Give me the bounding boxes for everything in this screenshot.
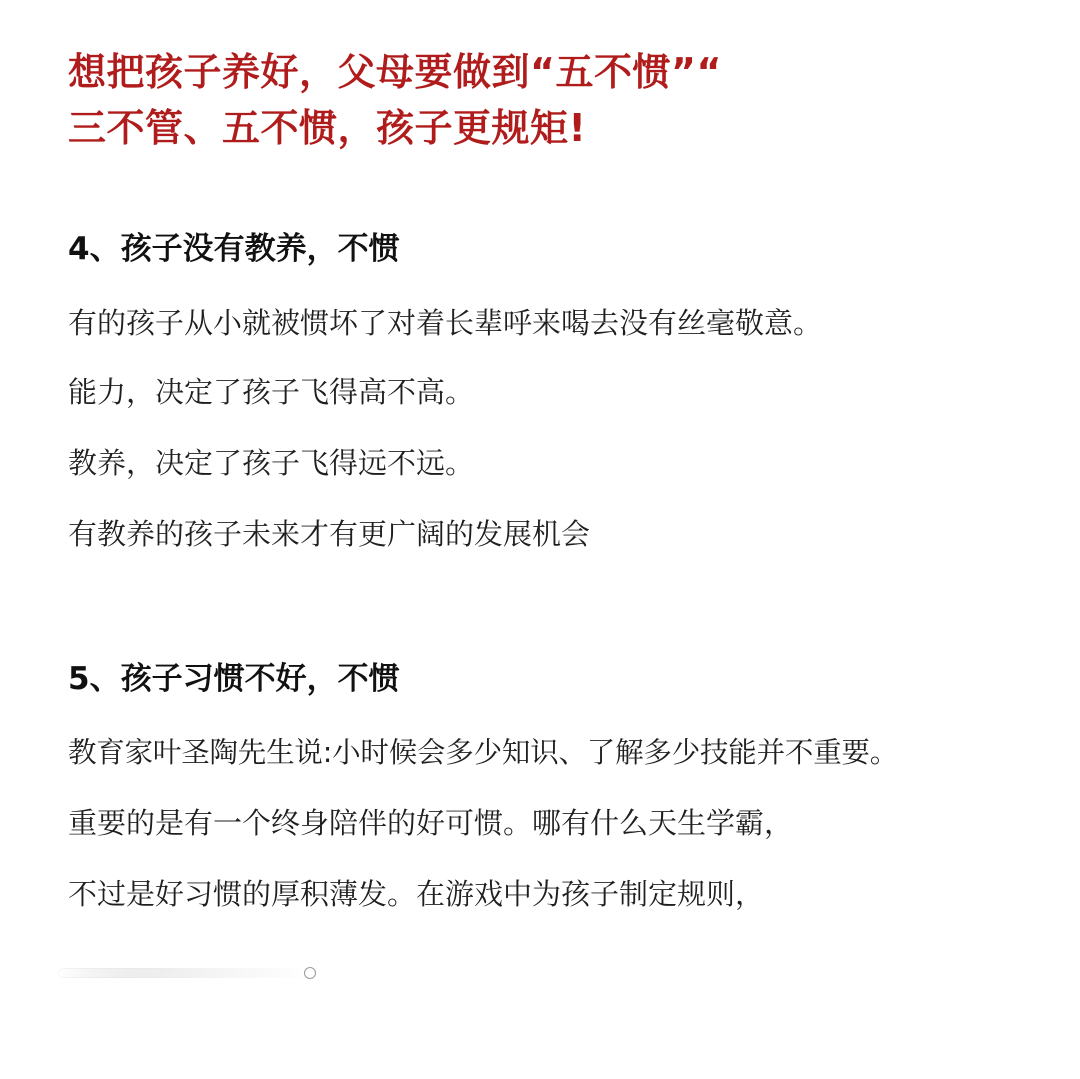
scroll-indicator-handle[interactable] — [304, 967, 316, 979]
section-5-heading: 5、孩子习惯不好，不惯 — [68, 661, 400, 697]
section-5-paragraph-2: 重要的是有一个终身陪伴的好可惯。哪有什么天生学霸， — [68, 806, 794, 840]
section-4-paragraph-3: 教养，决定了孩子飞得远不远。 — [68, 446, 475, 480]
section-4-paragraph-4: 有教养的孩子未来才有更广阔的发展机会 — [68, 517, 591, 551]
section-4-paragraph-2: 能力，决定了孩子飞得高不高。 — [68, 375, 475, 409]
section-4-heading: 4、孩子没有教养，不惯 — [68, 231, 400, 267]
title-line-2: 三不管、五不惯，孩子更规矩! — [68, 106, 587, 150]
scroll-indicator-fill — [58, 968, 314, 978]
section-4-paragraph-1: 有的孩子从小就被惯坏了对着长辈呼来喝去没有丝毫敬意。 — [68, 306, 823, 340]
page-scroll-indicator[interactable] — [58, 968, 314, 978]
title-line-1: 想把孩子养好，父母要做到“五不惯”“ — [68, 50, 722, 94]
section-5-paragraph-1: 教育家叶圣陶先生说:小时候会多少知识、了解多少技能并不重要。 — [68, 736, 899, 769]
section-5-paragraph-3: 不过是好习惯的厚积薄发。在游戏中为孩子制定规则， — [68, 877, 765, 911]
article-title — [68, 44, 1048, 156]
